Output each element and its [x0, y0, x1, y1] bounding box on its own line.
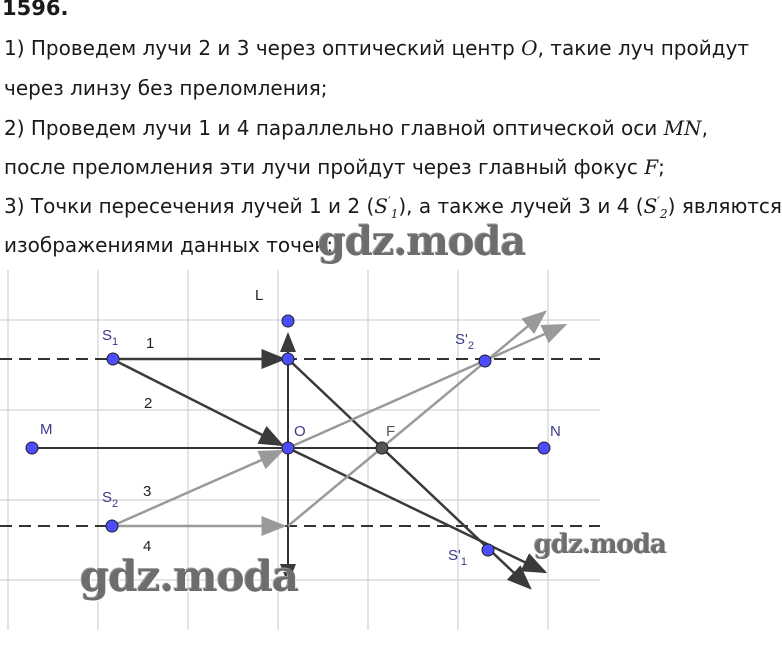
text-line-1-end: , такие луч пройдут: [537, 36, 750, 60]
label-o: O: [294, 423, 306, 440]
point-o: [282, 442, 294, 454]
label-f: F: [386, 423, 396, 440]
label-s1-image: $S'_1$: [448, 547, 467, 568]
watermark-bottom-right: gdz.moda: [534, 530, 667, 560]
var-mn: MN: [663, 116, 702, 140]
ray-diagram: [0, 270, 733, 663]
label-ray-4: 4: [143, 538, 152, 555]
watermark-top: gdz.moda: [318, 218, 526, 265]
point-f: [376, 442, 388, 454]
ray-4-refracted: [288, 312, 545, 526]
ray-3-continued: [288, 325, 565, 448]
text-line-4-main: после преломления эти лучи пройдут через главный фокус: [4, 155, 645, 179]
text-line-5: [4, 194, 782, 221]
problem-number: 1596.: [2, 0, 69, 20]
text-line-2: через линзу без преломления;: [4, 76, 328, 100]
point-lens-ray1: [282, 353, 294, 365]
var-f: F: [644, 155, 659, 179]
watermark-bottom-left: gdz.moda: [80, 552, 299, 601]
text-line-5-a: 3) Точки пересечения лучей 1 и 2 (: [4, 194, 375, 218]
label-ray-2: 2: [144, 395, 153, 412]
point-s1-image: [482, 544, 494, 556]
point-s2: [106, 520, 118, 532]
text-line-4-end: ;: [658, 155, 665, 179]
text-line-3: [4, 116, 708, 140]
point-lens-top: [282, 315, 294, 327]
text-line-5-b: ), а также лучей 3 и 4 (: [398, 194, 644, 218]
point-n: [538, 442, 550, 454]
ray-2: [112, 359, 282, 445]
var-o: O: [521, 36, 538, 60]
point-s1: [107, 353, 119, 365]
text-line-6: изображениями данных точек:: [4, 233, 334, 257]
label-ray-1: 1: [146, 335, 155, 352]
text-line-1: [4, 36, 749, 60]
label-s2: $S_2$: [102, 489, 119, 510]
label-s1: $S_1$: [102, 327, 119, 348]
label-m: M: [40, 421, 53, 438]
ray-2-continued: [288, 448, 545, 572]
point-m: [26, 442, 38, 454]
text-line-4: [4, 155, 665, 179]
label-lens: L: [255, 287, 264, 304]
ray-3: [112, 451, 282, 526]
label-n: N: [550, 423, 561, 440]
label-ray-3: 3: [143, 483, 152, 500]
var-s1-image: $S'_1$: [374, 194, 399, 221]
point-s2-image: [479, 355, 491, 367]
label-s2-image: $S'_2$: [455, 331, 474, 352]
text-line-3-end: ,: [701, 116, 708, 140]
text-line-1-main: 1) Проведем лучи 2 и 3 через оптический центр: [4, 36, 522, 60]
text-line-3-main: 2) Проведем лучи 1 и 4 параллельно главной оптической оси: [4, 116, 664, 140]
text-line-5-c: ) являются: [667, 194, 782, 218]
var-s2-image: $S'_2$: [643, 194, 668, 221]
